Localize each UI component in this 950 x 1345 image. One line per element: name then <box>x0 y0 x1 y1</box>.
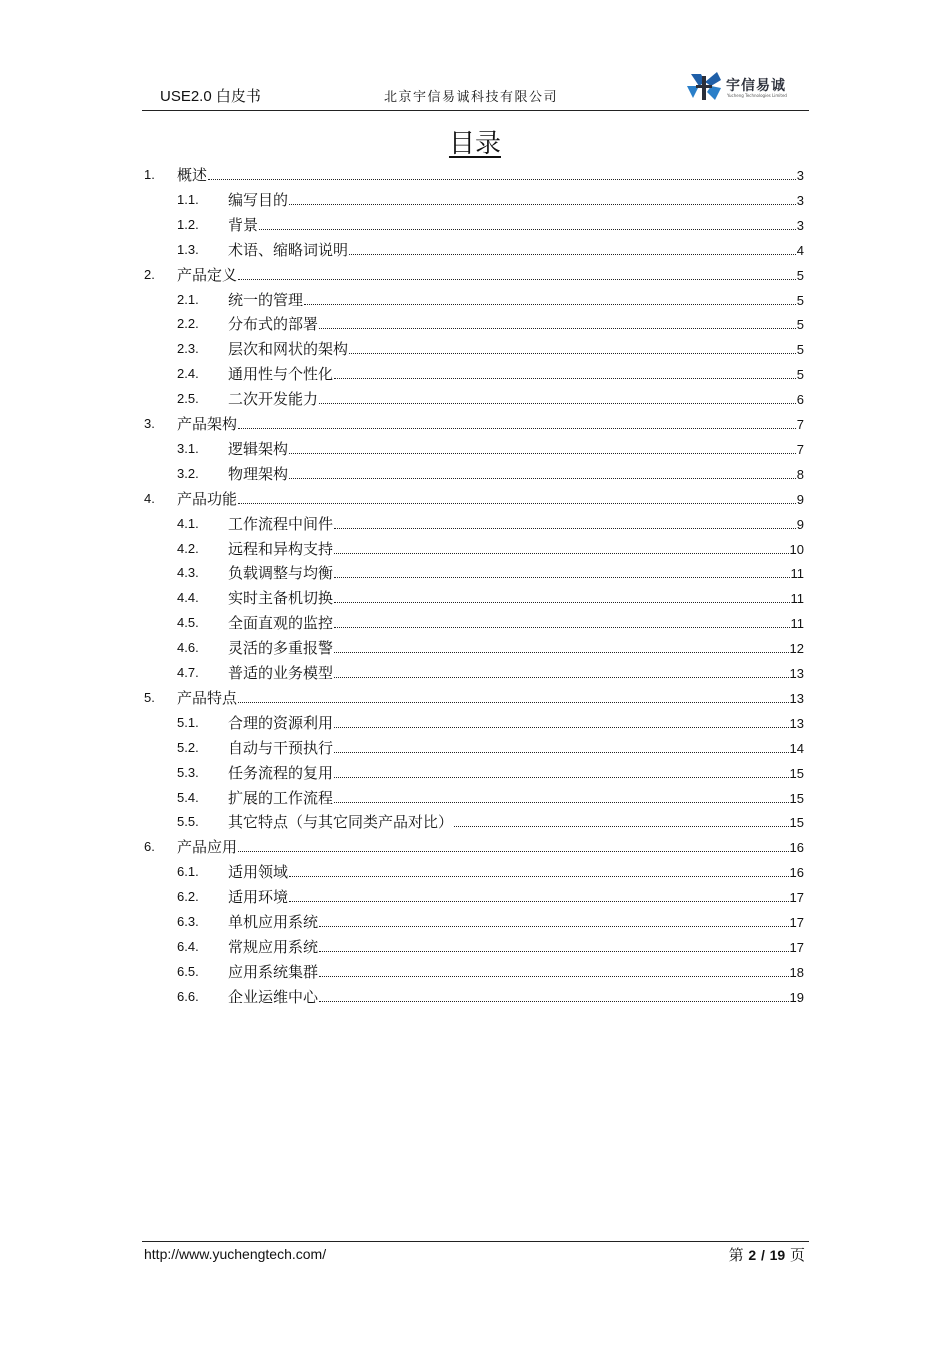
toc-entry[interactable] <box>0 787 950 809</box>
toc-entry-number: 6.2. <box>177 889 199 905</box>
page-prefix: 第 <box>728 1246 744 1264</box>
toc-entry-title: 概述 <box>177 166 208 184</box>
toc-entry[interactable] <box>0 886 950 908</box>
toc-entry[interactable] <box>0 338 950 360</box>
toc-leader-dots <box>238 837 789 852</box>
toc-entry-number: 3.2. <box>177 465 199 481</box>
toc-entry-page: 18 <box>789 964 804 980</box>
toc-leader-dots <box>319 389 796 404</box>
toc-entry[interactable] <box>0 911 950 933</box>
toc-entry-page: 14 <box>789 740 804 756</box>
toc-entry[interactable] <box>0 214 950 236</box>
toc-entry-title: 负载调整与均衡 <box>228 564 334 583</box>
toc-entry[interactable] <box>0 861 950 883</box>
toc-entry-number: 2.4. <box>177 366 199 382</box>
toc-entry[interactable] <box>0 289 950 311</box>
toc-entry-number: 2.5. <box>177 391 199 407</box>
toc-title: 目录 <box>448 129 501 159</box>
toc-entry[interactable] <box>0 189 950 211</box>
toc-leader-dots <box>334 613 789 628</box>
toc-entry-number: 6.4. <box>177 938 199 954</box>
toc-entry-number: 6.5. <box>177 963 199 979</box>
toc-leader-dots <box>334 788 789 803</box>
toc-entry-number: 5.2. <box>177 739 199 755</box>
toc-entry-number: 1.2. <box>177 216 199 232</box>
toc-entry-page: 11 <box>790 616 804 632</box>
toc-entry-page: 9 <box>796 516 804 532</box>
toc-entry-page: 10 <box>789 541 804 557</box>
toc-entry-title: 适用环境 <box>228 888 289 907</box>
toc-entry-title: 任务流程的复用 <box>228 763 334 782</box>
toc-leader-dots <box>289 862 789 877</box>
toc-entry-page: 11 <box>790 566 804 582</box>
toc-entry[interactable] <box>0 313 950 335</box>
toc-leader-dots <box>334 663 789 678</box>
toc-entry-title: 单机应用系统 <box>228 913 319 931</box>
toc-entry-title: 产品特点 <box>177 688 238 707</box>
toc-leader-dots <box>238 688 789 703</box>
toc-entry-page: 11 <box>790 591 804 607</box>
toc-entry-number: 4. <box>144 490 155 506</box>
toc-entry-page: 8 <box>796 466 804 482</box>
toc-entry-number: 5. <box>144 689 155 705</box>
toc-entry-number: 5.3. <box>177 764 199 780</box>
toc-entry-title: 普适的业务模型 <box>228 664 334 682</box>
toc-entry-page: 9 <box>796 491 804 507</box>
toc-entry[interactable] <box>0 463 950 485</box>
toc-leader-dots <box>334 588 789 603</box>
toc-entry-page: 5 <box>796 342 804 358</box>
website-url: http://www.yuchengtech.com/ <box>144 1246 327 1262</box>
toc-leader-dots <box>289 887 789 902</box>
toc-leader-dots <box>319 314 796 329</box>
toc-leader-dots <box>304 290 796 305</box>
toc-entry-title: 产品功能 <box>177 489 238 508</box>
toc-entry-title: 远程和异构支持 <box>228 539 334 558</box>
company-logo <box>687 70 797 104</box>
toc-entry-page: 13 <box>789 715 804 731</box>
toc-entry[interactable] <box>0 712 950 734</box>
toc-entry-title: 通用性与个性化 <box>228 365 334 384</box>
toc-entry-title: 灵活的多重报警 <box>228 639 334 658</box>
document-title: USE2.0 白皮书 <box>160 88 261 105</box>
toc-leader-dots <box>208 165 796 180</box>
toc-entry-page: 3 <box>796 217 804 233</box>
toc-entry[interactable] <box>0 239 950 261</box>
toc-entry[interactable] <box>0 637 950 659</box>
toc-entry-page: 15 <box>789 790 804 806</box>
logo-text: 宇信易诚 <box>726 78 786 94</box>
toc-entry-number: 4.2. <box>177 540 199 556</box>
toc-entry-title: 背景 <box>228 215 259 234</box>
toc-leader-dots <box>334 738 789 753</box>
toc-leader-dots <box>334 364 796 379</box>
toc-leader-dots <box>319 912 789 927</box>
toc-entry-number: 2.2. <box>177 316 199 332</box>
page-footer <box>142 1241 809 1272</box>
toc-entry-title: 产品定义 <box>177 265 238 284</box>
toc-entry[interactable] <box>0 413 950 435</box>
page-current: 2 <box>748 1247 757 1263</box>
toc-entry-page: 16 <box>789 840 804 856</box>
toc-entry-number: 5.4. <box>177 789 199 805</box>
toc-entry-number: 4.7. <box>177 665 199 680</box>
toc-entry-page: 16 <box>789 865 804 881</box>
toc-entry-number: 4.3. <box>177 565 199 581</box>
toc-entry[interactable] <box>0 762 950 784</box>
toc-entry-title: 适用领域 <box>228 863 289 882</box>
logo-subtitle: Yucheng Technologies Limited <box>727 93 787 98</box>
toc-entry[interactable] <box>0 513 950 535</box>
toc-entry-page: 7 <box>796 441 804 457</box>
company-name: 北京宇信易诚科技有限公司 <box>384 90 559 105</box>
toc-entry-title: 二次开发能力 <box>228 390 319 409</box>
toc-entry-title: 层次和网状的架构 <box>228 340 349 359</box>
toc-entry-page: 6 <box>796 392 804 408</box>
toc-entry-number: 6.1. <box>177 864 199 880</box>
toc-entry[interactable] <box>0 612 950 634</box>
page-number <box>729 1244 805 1265</box>
toc-entry-page: 3 <box>796 192 804 208</box>
toc-entry-title: 常规应用系统 <box>228 937 319 956</box>
toc-entry-page: 3 <box>796 168 804 183</box>
toc-leader-dots <box>238 414 796 429</box>
toc-entry-title: 扩展的工作流程 <box>228 788 334 807</box>
toc-entry-page: 5 <box>796 292 804 308</box>
toc-entry-page: 17 <box>789 915 804 930</box>
toc-leader-dots <box>334 638 789 653</box>
toc-entry[interactable] <box>0 961 950 983</box>
toc-entry-title: 其它特点（与其它同类产品对比） <box>228 813 454 832</box>
toc-entry-title: 产品架构 <box>177 415 238 433</box>
toc-entry[interactable] <box>0 562 950 584</box>
toc-entry-title: 合理的资源利用 <box>228 713 334 732</box>
toc-entry-page: 13 <box>789 666 804 681</box>
toc-entry[interactable] <box>0 737 950 759</box>
page-suffix: 页 <box>789 1246 805 1264</box>
toc-leader-dots <box>289 439 796 454</box>
toc-leader-dots <box>349 339 796 354</box>
toc-leader-dots <box>334 514 796 529</box>
toc-entry[interactable] <box>0 986 950 1008</box>
toc-leader-dots <box>349 240 796 255</box>
toc-entry-number: 2. <box>144 266 155 282</box>
toc-entry[interactable] <box>0 388 950 410</box>
toc-entry-page: 7 <box>796 417 804 432</box>
toc-entry-title: 自动与干预执行 <box>228 738 334 757</box>
toc-leader-dots <box>319 962 789 977</box>
toc-leader-dots <box>289 190 796 205</box>
toc-entry-page: 5 <box>796 267 804 283</box>
toc-entry-page: 5 <box>796 367 804 383</box>
toc-entry-number: 5.5. <box>177 814 199 830</box>
toc-entry-number: 4.6. <box>177 640 199 656</box>
toc-entry[interactable] <box>0 587 950 609</box>
toc-entry-number: 6. <box>144 839 155 855</box>
toc-entry[interactable] <box>0 438 950 460</box>
toc-entry-page: 12 <box>789 641 804 657</box>
toc-entry[interactable] <box>0 538 950 560</box>
toc-entry[interactable] <box>0 662 950 684</box>
toc-entry-title: 编写目的 <box>228 190 289 209</box>
toc-entry-page: 19 <box>789 989 804 1005</box>
toc-entry[interactable] <box>0 936 950 958</box>
toc-entry-number: 5.1. <box>177 714 199 730</box>
toc-entry-number: 4.1. <box>177 515 199 531</box>
toc-leader-dots <box>334 539 789 554</box>
toc-leader-dots <box>319 987 789 1002</box>
toc-leader-dots <box>238 265 796 280</box>
toc-entry[interactable] <box>0 687 950 709</box>
toc-entry[interactable] <box>0 363 950 385</box>
toc-leader-dots <box>454 812 789 827</box>
toc-entry-page: 4 <box>796 242 804 258</box>
toc-entry-number: 2.1. <box>177 291 199 307</box>
page-total: 19 <box>769 1247 786 1263</box>
toc-leader-dots <box>334 563 789 578</box>
toc-entry-title: 逻辑架构 <box>228 439 289 458</box>
toc-entry[interactable] <box>0 264 950 286</box>
toc-entry-title: 统一的管理 <box>228 290 304 309</box>
toc-leader-dots <box>289 464 796 479</box>
toc-entry[interactable] <box>0 488 950 510</box>
toc-entry-page: 15 <box>789 815 804 831</box>
toc-entry-title: 全面直观的监控 <box>228 614 334 633</box>
toc-entry-title: 物理架构 <box>228 464 289 483</box>
toc-entry-title: 工作流程中间件 <box>228 514 334 533</box>
toc-entry-title: 企业运维中心 <box>228 987 319 1006</box>
toc-entry-page: 5 <box>796 317 804 333</box>
toc-entry-title: 术语、缩略词说明 <box>228 240 349 259</box>
toc-leader-dots <box>259 215 796 230</box>
toc-entry-number: 1. <box>144 167 155 182</box>
toc-entry-title: 应用系统集群 <box>228 962 319 981</box>
toc-entry-title: 产品应用 <box>177 838 238 857</box>
toc-leader-dots <box>319 937 789 952</box>
toc-entry-number: 4.5. <box>177 615 199 631</box>
toc-leader-dots <box>238 489 796 504</box>
page-header <box>142 70 809 111</box>
toc-entry-number: 3. <box>144 416 155 431</box>
toc-entry-title: 分布式的部署 <box>228 315 319 334</box>
toc-leader-dots <box>334 763 789 778</box>
toc-entry-number: 6.6. <box>177 988 199 1004</box>
toc-entry-page: 15 <box>789 765 804 781</box>
toc-entry[interactable] <box>0 164 950 186</box>
toc-entry-number: 4.4. <box>177 590 199 606</box>
toc-entry-number: 3.1. <box>177 440 199 456</box>
page-separator: / <box>760 1247 765 1263</box>
company-logo-icon <box>687 70 723 102</box>
toc-entry-number: 6.3. <box>177 914 199 929</box>
toc-entry-number: 1.1. <box>177 191 199 207</box>
toc-entry[interactable] <box>0 811 950 833</box>
toc-leader-dots <box>334 713 789 728</box>
toc-entry-title: 实时主备机切换 <box>228 589 334 608</box>
toc-entry-page: 17 <box>789 890 804 906</box>
toc-entry[interactable] <box>0 836 950 858</box>
toc-entry-page: 13 <box>789 690 804 706</box>
toc-entry-page: 17 <box>789 939 804 955</box>
toc-entry-number: 1.3. <box>177 241 199 257</box>
toc-entry-number: 2.3. <box>177 341 199 357</box>
